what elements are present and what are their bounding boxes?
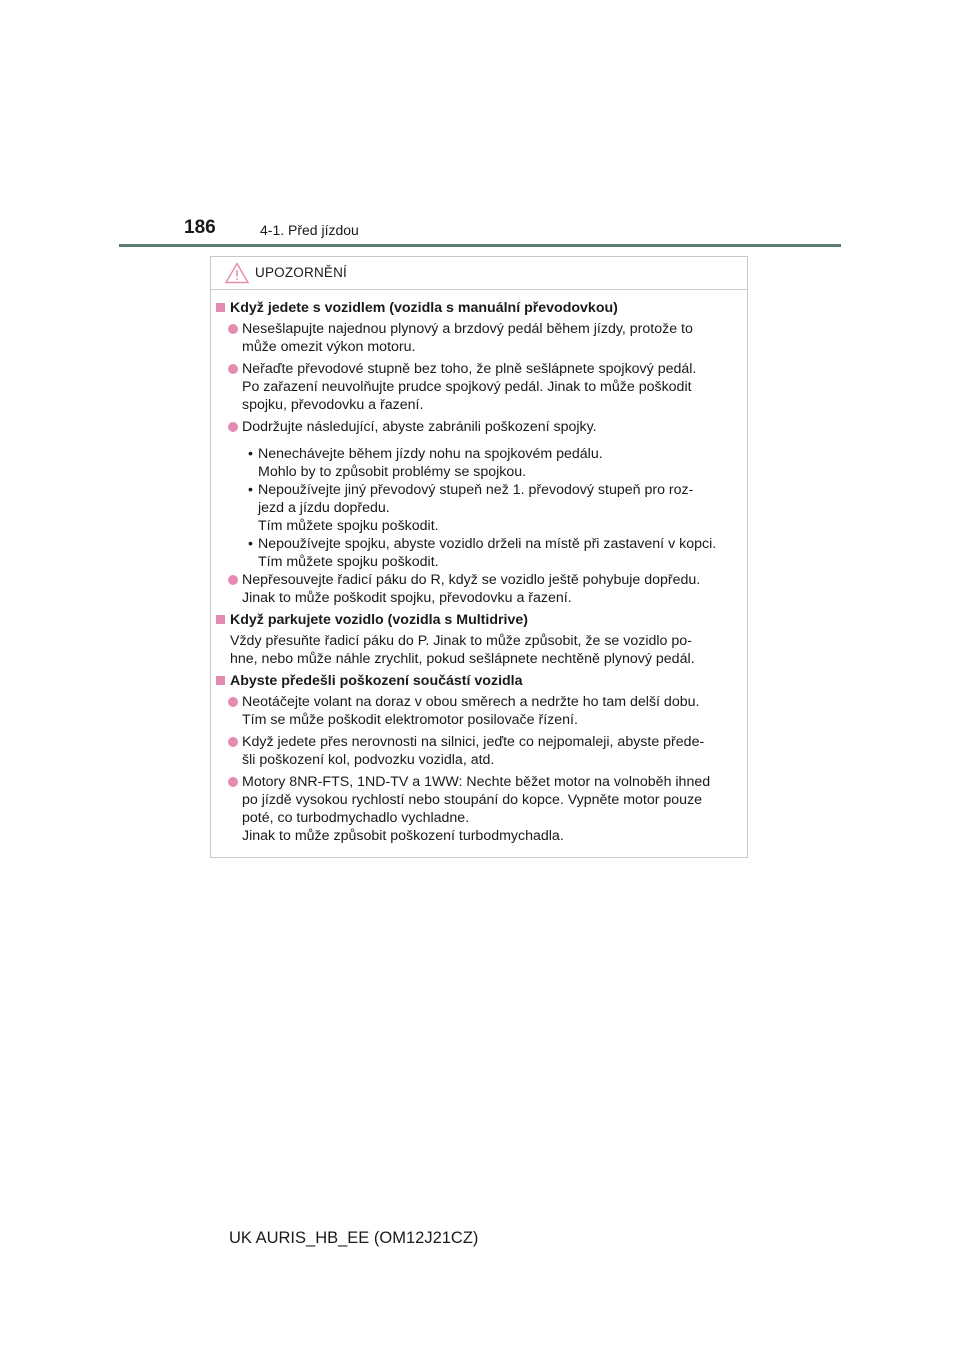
warning-triangle-icon: [225, 262, 249, 284]
round-bullet-icon: [228, 575, 238, 585]
warning-box: [210, 256, 748, 858]
text-line: Tím můžete spojku poškodit.: [258, 554, 439, 570]
text-line: Motory 8NR-FTS, 1ND-TV a 1WW: Nechte běžet motor na volnoběh ihned: [242, 774, 711, 790]
sub-item: [216, 481, 742, 535]
paragraph: [216, 632, 742, 668]
text-line: hne, nebo může náhle zrychlit, pokud sešlápnete nechtěně plynový pedál.: [230, 651, 695, 667]
round-bullet-icon: [228, 422, 238, 432]
heading-text: Když jedete s vozidlem (vozidla s manuální převodovkou): [230, 300, 618, 316]
text-line: jezd a jízdu dopředu.: [258, 500, 390, 516]
sub-bullet-marker: •: [248, 482, 253, 498]
document-footer: UK AURIS_HB_EE (OM12J21CZ): [229, 1229, 479, 1247]
round-bullet-icon: [228, 697, 238, 707]
warning-header: [211, 257, 747, 290]
text-line: Nepoužívejte jiný převodový stupeň než 1. převodový stupeň pro roz-: [258, 482, 694, 498]
text-line: poté, co turbodmychadlo vychladne.: [242, 810, 470, 826]
heading-text: Abyste předešli poškození součástí vozidla: [230, 673, 523, 689]
round-bullet-icon: [228, 364, 238, 374]
page-number: 186: [184, 217, 216, 238]
square-bullet-icon: [216, 676, 225, 685]
text-line: Mohlo by to způsobit problémy se spojkou.: [258, 464, 527, 480]
section-heading: [216, 611, 742, 629]
bullet-item: [216, 693, 742, 729]
sub-item: [216, 445, 742, 481]
square-bullet-icon: [216, 303, 225, 312]
text-line: Jinak to může způsobit poškození turbodmychadla.: [242, 828, 564, 844]
text-line: Nesešlapujte najednou plynový a brzdový pedál během jízdy, protože to: [242, 321, 693, 337]
text-line: Nenechávejte během jízdy nohu na spojkovém pedálu.: [258, 446, 603, 462]
text-line: může omezit výkon motoru.: [242, 339, 416, 355]
section-heading: [216, 299, 742, 317]
text-line: Neřaďte převodové stupně bez toho, že plně sešlápnete spojkový pedál.: [242, 361, 697, 377]
warning-title: UPOZORNĚNÍ: [255, 265, 348, 280]
text-line: Dodržujte následující, abyste zabránili poškození spojky.: [242, 419, 597, 435]
bullet-item: [216, 571, 742, 607]
text-line: Jinak to může poškodit spojku, převodovku a řazení.: [242, 590, 572, 606]
text-line: po jízdě vysokou rychlostí nebo stoupání do kopce. Vypněte motor pouze: [242, 792, 703, 808]
text-line: Když jedete přes nerovnosti na silnici, jeďte co nejpomaleji, abyste přede-: [242, 734, 705, 750]
text-line: Po zařazení neuvolňujte prudce spojkový pedál. Jinak to může poškodit: [242, 379, 692, 395]
header-divider: [119, 244, 841, 247]
text-line: Nepřesouvejte řadicí páku do R, když se vozidlo ještě pohybuje dopředu.: [242, 572, 701, 588]
sub-bullet-marker: •: [248, 536, 253, 552]
round-bullet-icon: [228, 324, 238, 334]
sub-bullet-marker: •: [248, 446, 253, 462]
text-line: Nepoužívejte spojku, abyste vozidlo drželi na místě při zastavení v kopci.: [258, 536, 717, 552]
text-line: Tím se může poškodit elektromotor posilovače řízení.: [242, 712, 578, 728]
round-bullet-icon: [228, 737, 238, 747]
bullet-item: [216, 733, 742, 769]
text-line: spojku, převodovku a řazení.: [242, 397, 424, 413]
square-bullet-icon: [216, 615, 225, 624]
warning-content: [216, 299, 742, 849]
bullet-item: [216, 320, 742, 356]
heading-text: Když parkujete vozidlo (vozidla s Multidrive): [230, 612, 528, 628]
text-line: Tím můžete spojku poškodit.: [258, 518, 439, 534]
bullet-item: [216, 360, 742, 414]
section-title: 4-1. Před jízdou: [260, 222, 359, 238]
sub-item: [216, 535, 742, 571]
bullet-item: [216, 418, 742, 436]
text-line: šli poškození kol, podvozku vozidla, atd.: [242, 752, 495, 768]
bullet-item: [216, 773, 742, 845]
text-line: Neotáčejte volant na doraz v obou směrech a nedržte ho tam delší dobu.: [242, 694, 700, 710]
section-heading: [216, 672, 742, 690]
text-line: Vždy přesuňte řadicí páku do P. Jinak to může způsobit, že se vozidlo po-: [230, 633, 692, 649]
round-bullet-icon: [228, 777, 238, 787]
